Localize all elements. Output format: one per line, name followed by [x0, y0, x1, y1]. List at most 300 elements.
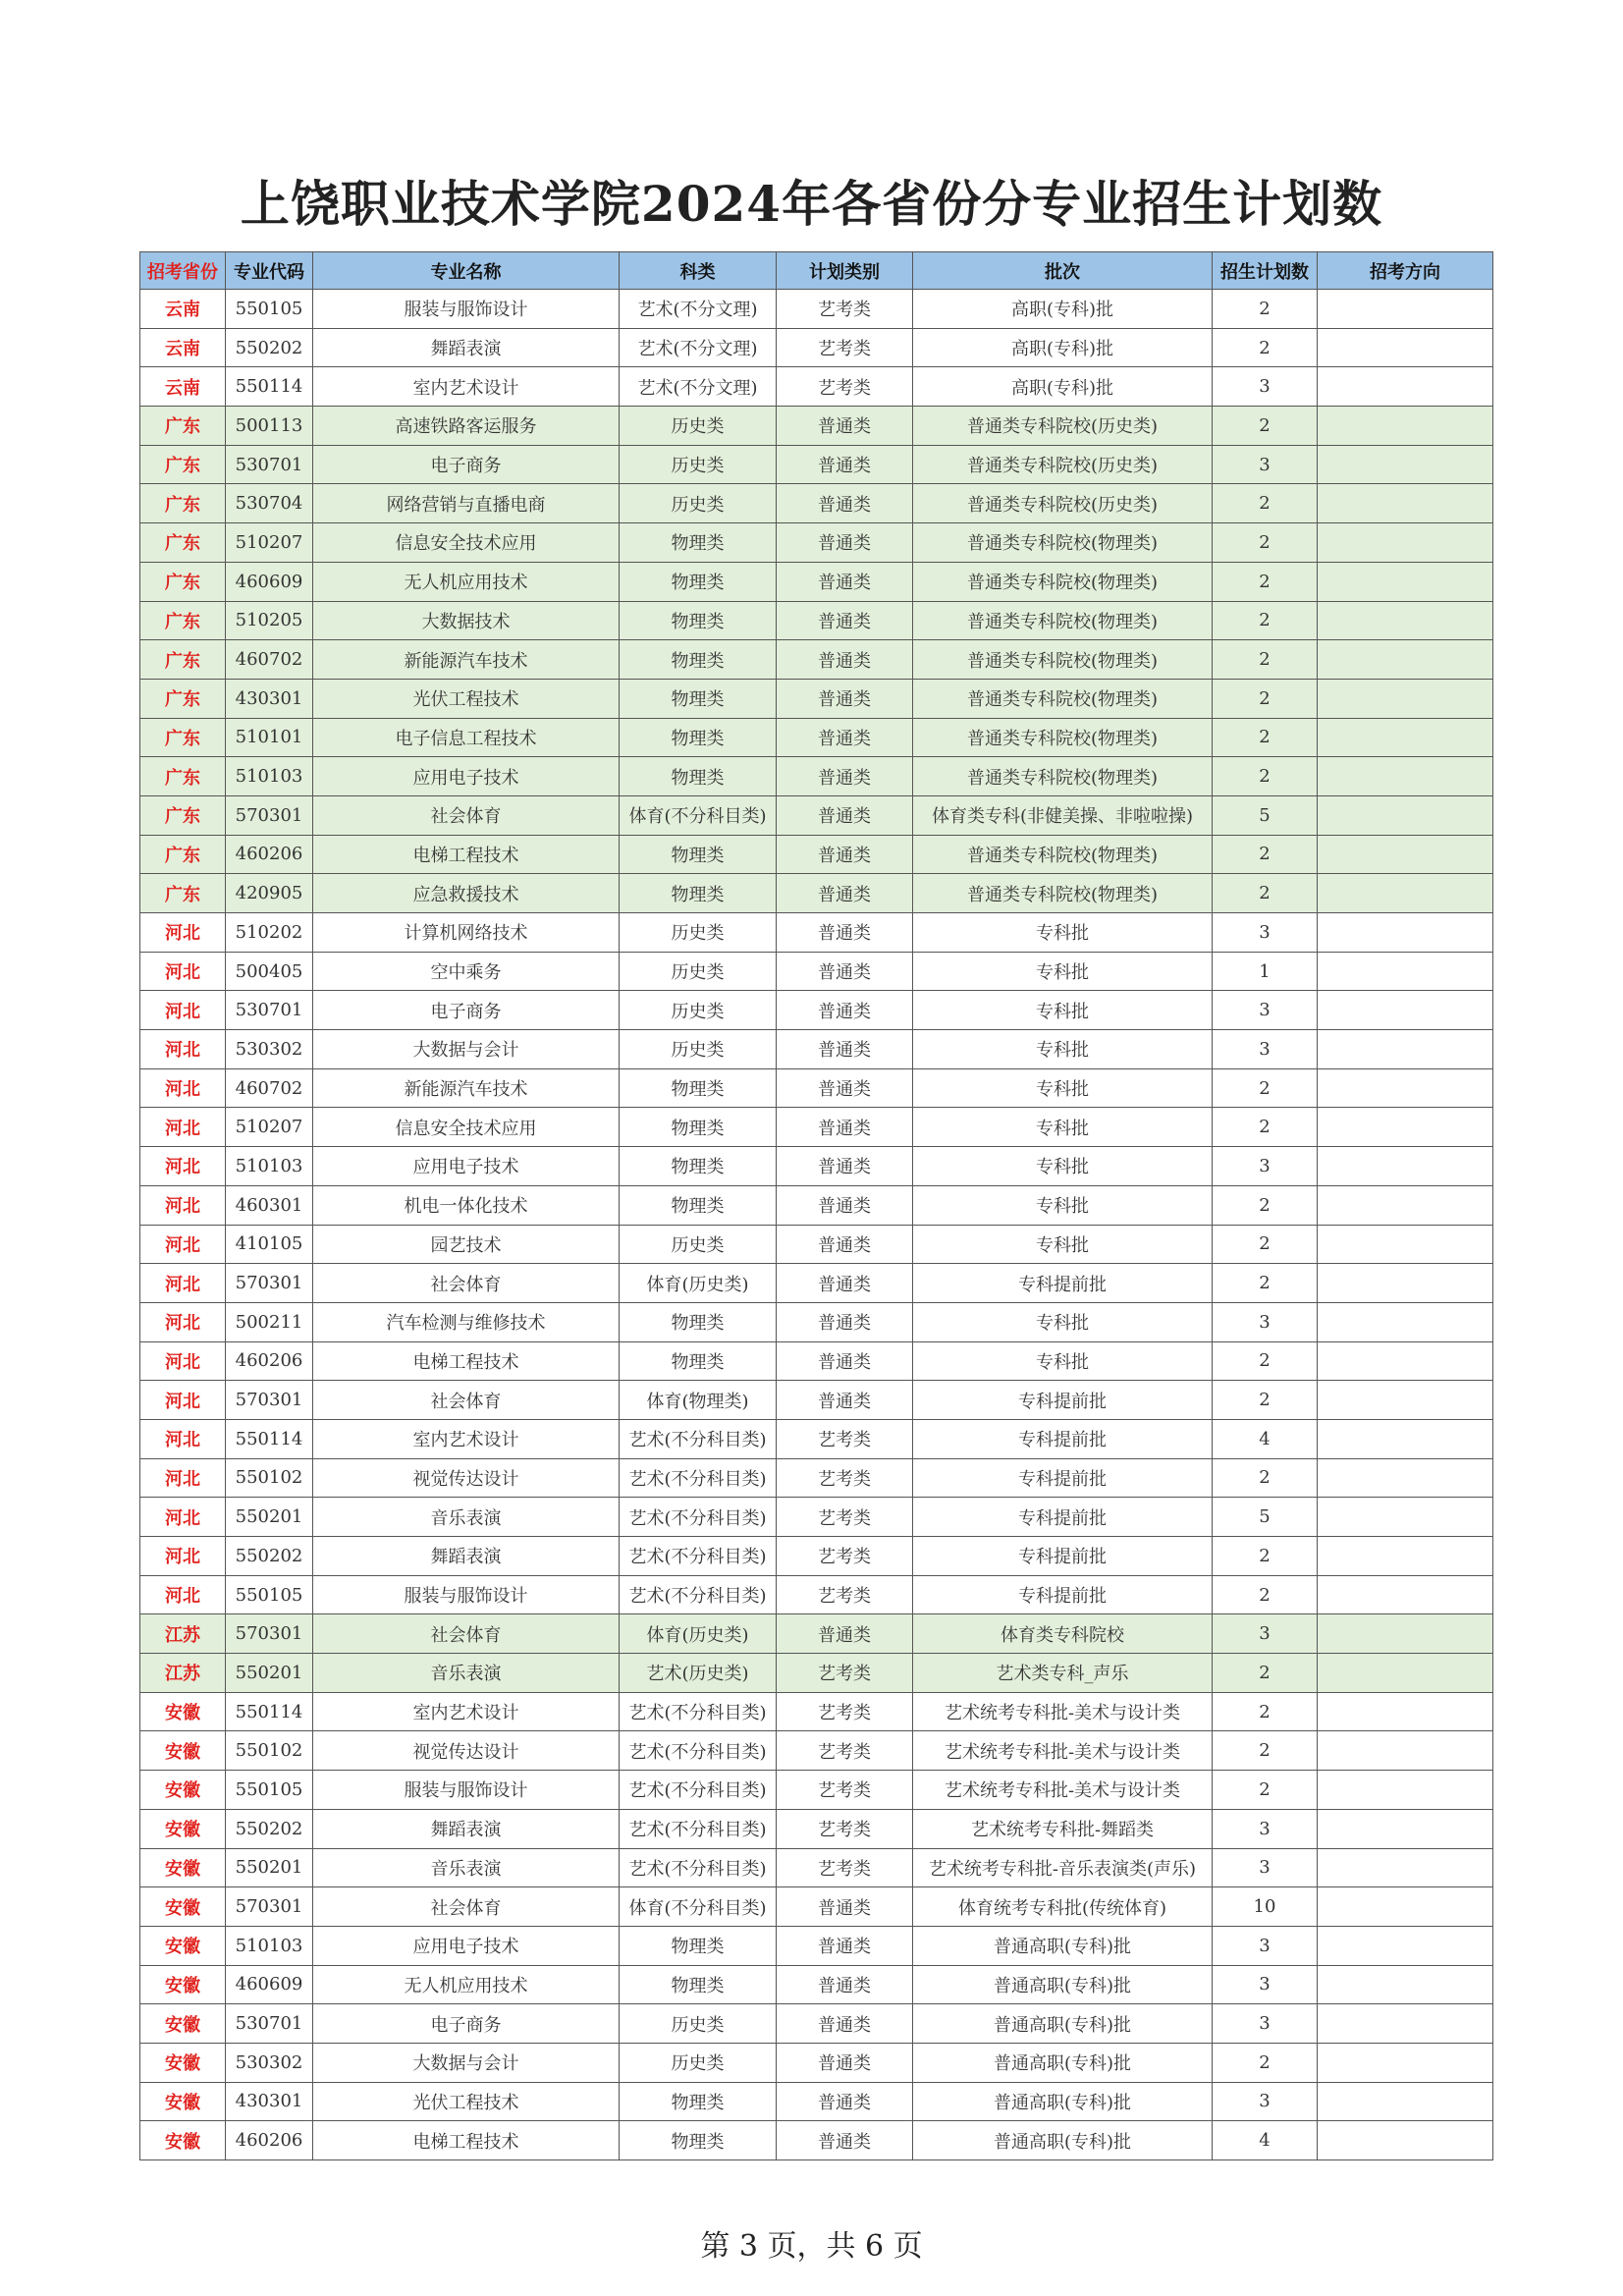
header-subject: 科类: [620, 252, 777, 290]
cell-code: 410105: [226, 1225, 313, 1264]
cell-direction: [1318, 1185, 1493, 1225]
cell-batch: 专科批: [913, 1030, 1213, 1069]
table-row: [140, 1381, 1493, 1420]
cell-major: 舞蹈表演: [313, 1809, 620, 1848]
cell-province: 安徽: [140, 2082, 226, 2121]
cell-subject: 物理类: [620, 562, 777, 601]
cell-count: 4: [1213, 1419, 1318, 1458]
cell-major: 音乐表演: [313, 1498, 620, 1537]
cell-major: 新能源汽车技术: [313, 640, 620, 680]
cell-province: 安徽: [140, 2043, 226, 2082]
cell-subject: 物理类: [620, 1068, 777, 1108]
cell-plan-type: 普通类: [777, 1030, 913, 1069]
cell-direction: [1318, 679, 1493, 718]
cell-plan-type: 普通类: [777, 1068, 913, 1108]
header-province: 招考省份: [140, 252, 226, 290]
cell-plan-type: 普通类: [777, 991, 913, 1030]
cell-major: 大数据技术: [313, 601, 620, 640]
cell-count: 5: [1213, 795, 1318, 835]
cell-direction: [1318, 1965, 1493, 2004]
cell-major: 服装与服饰设计: [313, 290, 620, 329]
header-direction: 招考方向: [1318, 252, 1493, 290]
cell-count: 3: [1213, 1965, 1318, 2004]
cell-province: 河北: [140, 1341, 226, 1381]
cell-province: 河北: [140, 1537, 226, 1576]
cell-major: 电梯工程技术: [313, 1341, 620, 1381]
cell-province: 安徽: [140, 1926, 226, 1965]
table-row: [140, 1068, 1493, 1108]
cell-count: 2: [1213, 1654, 1318, 1693]
table-row: [140, 1302, 1493, 1341]
cell-code: 430301: [226, 679, 313, 718]
cell-batch: 专科提前批: [913, 1264, 1213, 1303]
cell-direction: [1318, 1381, 1493, 1420]
table-row: [140, 718, 1493, 757]
cell-direction: [1318, 1458, 1493, 1498]
cell-batch: 体育统考专科批(传统体育): [913, 1887, 1213, 1927]
cell-batch: 艺术统考专科批-美术与设计类: [913, 1731, 1213, 1771]
table-row: [140, 290, 1493, 329]
cell-province: 河北: [140, 1225, 226, 1264]
cell-plan-type: 艺考类: [777, 1692, 913, 1731]
table-row: [140, 757, 1493, 796]
cell-code: 550202: [226, 328, 313, 367]
cell-code: 500211: [226, 1302, 313, 1341]
cell-code: 460301: [226, 1185, 313, 1225]
cell-batch: 专科批: [913, 1108, 1213, 1147]
cell-major: 汽车检测与维修技术: [313, 1302, 620, 1341]
cell-code: 510202: [226, 913, 313, 953]
cell-count: 2: [1213, 1458, 1318, 1498]
cell-plan-type: 普通类: [777, 484, 913, 523]
cell-major: 电子商务: [313, 991, 620, 1030]
cell-batch: 普通高职(专科)批: [913, 1965, 1213, 2004]
cell-plan-type: 普通类: [777, 523, 913, 563]
cell-major: 新能源汽车技术: [313, 1068, 620, 1108]
cell-subject: 体育(不分科目类): [620, 795, 777, 835]
cell-subject: 物理类: [620, 1926, 777, 1965]
cell-batch: 高职(专科)批: [913, 290, 1213, 329]
table-row: [140, 328, 1493, 367]
cell-plan-type: 普通类: [777, 1225, 913, 1264]
page-title: 上饶职业技术学院2024年各省份分专业招生计划数: [240, 175, 1383, 233]
cell-code: 570301: [226, 1264, 313, 1303]
cell-subject: 体育(历史类): [620, 1614, 777, 1654]
cell-plan-type: 普通类: [777, 1926, 913, 1965]
cell-major: 信息安全技术应用: [313, 523, 620, 563]
cell-plan-type: 普通类: [777, 913, 913, 953]
cell-code: 550105: [226, 290, 313, 329]
cell-major: 社会体育: [313, 1381, 620, 1420]
cell-plan-type: 普通类: [777, 2004, 913, 2044]
cell-subject: 物理类: [620, 1302, 777, 1341]
cell-code: 530701: [226, 2004, 313, 2044]
table-row: [140, 913, 1493, 953]
cell-batch: 普通高职(专科)批: [913, 2082, 1213, 2121]
cell-batch: 专科批: [913, 1185, 1213, 1225]
cell-province: 安徽: [140, 2004, 226, 2044]
cell-plan-type: 普通类: [777, 1381, 913, 1420]
cell-subject: 艺术(不分科目类): [620, 1419, 777, 1458]
cell-code: 550201: [226, 1654, 313, 1693]
cell-subject: 物理类: [620, 679, 777, 718]
cell-count: 2: [1213, 1264, 1318, 1303]
cell-code: 550114: [226, 367, 313, 407]
cell-plan-type: 艺考类: [777, 328, 913, 367]
cell-plan-type: 艺考类: [777, 1654, 913, 1693]
cell-batch: 艺术统考专科批-美术与设计类: [913, 1692, 1213, 1731]
cell-count: 2: [1213, 1068, 1318, 1108]
table-row: [140, 874, 1493, 913]
cell-count: 2: [1213, 1692, 1318, 1731]
cell-count: 2: [1213, 1341, 1318, 1381]
cell-plan-type: 艺考类: [777, 1419, 913, 1458]
cell-plan-type: 艺考类: [777, 1809, 913, 1848]
cell-major: 电子商务: [313, 445, 620, 484]
cell-major: 信息安全技术应用: [313, 1108, 620, 1147]
cell-batch: 普通类专科院校(历史类): [913, 484, 1213, 523]
table-row: [140, 1614, 1493, 1654]
table-row: [140, 445, 1493, 484]
cell-subject: 历史类: [620, 952, 777, 991]
cell-major: 音乐表演: [313, 1654, 620, 1693]
cell-plan-type: 普通类: [777, 640, 913, 680]
cell-major: 社会体育: [313, 795, 620, 835]
cell-major: 计算机网络技术: [313, 913, 620, 953]
cell-batch: 专科批: [913, 1068, 1213, 1108]
cell-subject: 艺术(不分文理): [620, 328, 777, 367]
cell-batch: 艺术类专科_声乐: [913, 1654, 1213, 1693]
cell-batch: 专科提前批: [913, 1381, 1213, 1420]
cell-province: 广东: [140, 640, 226, 680]
cell-direction: [1318, 601, 1493, 640]
cell-direction: [1318, 1068, 1493, 1108]
cell-count: 3: [1213, 1147, 1318, 1186]
cell-major: 园艺技术: [313, 1225, 620, 1264]
cell-batch: 专科提前批: [913, 1575, 1213, 1614]
cell-province: 广东: [140, 445, 226, 484]
cell-code: 510103: [226, 1926, 313, 1965]
cell-subject: 艺术(历史类): [620, 1654, 777, 1693]
cell-major: 应用电子技术: [313, 1147, 620, 1186]
cell-province: 河北: [140, 1458, 226, 1498]
cell-subject: 体育(历史类): [620, 1264, 777, 1303]
cell-province: 河北: [140, 1381, 226, 1420]
cell-subject: 物理类: [620, 601, 777, 640]
cell-count: 2: [1213, 1108, 1318, 1147]
cell-province: 河北: [140, 913, 226, 953]
cell-count: 3: [1213, 2004, 1318, 2044]
cell-subject: 物理类: [620, 2121, 777, 2160]
cell-direction: [1318, 367, 1493, 407]
cell-batch: 普通类专科院校(物理类): [913, 874, 1213, 913]
cell-major: 大数据与会计: [313, 1030, 620, 1069]
cell-subject: 历史类: [620, 1030, 777, 1069]
cell-plan-type: 艺考类: [777, 1575, 913, 1614]
cell-province: 广东: [140, 601, 226, 640]
header-major: 专业名称: [313, 252, 620, 290]
table-row: [140, 2121, 1493, 2160]
cell-code: 530302: [226, 1030, 313, 1069]
cell-count: 2: [1213, 407, 1318, 446]
cell-code: 510101: [226, 718, 313, 757]
cell-province: 安徽: [140, 1848, 226, 1887]
cell-province: 云南: [140, 367, 226, 407]
cell-direction: [1318, 484, 1493, 523]
cell-count: 3: [1213, 1302, 1318, 1341]
cell-subject: 物理类: [620, 1185, 777, 1225]
cell-count: 3: [1213, 1030, 1318, 1069]
cell-direction: [1318, 1147, 1493, 1186]
cell-plan-type: 普通类: [777, 2121, 913, 2160]
cell-subject: 历史类: [620, 913, 777, 953]
cell-batch: 专科提前批: [913, 1458, 1213, 1498]
cell-subject: 物理类: [620, 1965, 777, 2004]
cell-count: 2: [1213, 718, 1318, 757]
cell-batch: 普通类专科院校(历史类): [913, 407, 1213, 446]
cell-direction: [1318, 2082, 1493, 2121]
cell-count: 3: [1213, 913, 1318, 953]
cell-code: 460702: [226, 1068, 313, 1108]
cell-count: 2: [1213, 1731, 1318, 1771]
cell-plan-type: 普通类: [777, 874, 913, 913]
cell-subject: 历史类: [620, 991, 777, 1030]
cell-count: 2: [1213, 523, 1318, 563]
cell-plan-type: 艺考类: [777, 367, 913, 407]
cell-code: 500405: [226, 952, 313, 991]
table-row: [140, 1185, 1493, 1225]
table-row: [140, 1341, 1493, 1381]
header-code: 专业代码: [226, 252, 313, 290]
table-row: [140, 407, 1493, 446]
cell-major: 电子商务: [313, 2004, 620, 2044]
cell-major: 音乐表演: [313, 1848, 620, 1887]
cell-direction: [1318, 1848, 1493, 1887]
cell-direction: [1318, 1537, 1493, 1576]
cell-count: 2: [1213, 1537, 1318, 1576]
cell-batch: 普通类专科院校(物理类): [913, 601, 1213, 640]
table-row: [140, 795, 1493, 835]
cell-subject: 历史类: [620, 445, 777, 484]
cell-code: 530701: [226, 991, 313, 1030]
cell-plan-type: 艺考类: [777, 1458, 913, 1498]
cell-province: 安徽: [140, 1692, 226, 1731]
cell-plan-type: 普通类: [777, 835, 913, 874]
cell-subject: 物理类: [620, 640, 777, 680]
cell-direction: [1318, 913, 1493, 953]
cell-batch: 普通类专科院校(物理类): [913, 835, 1213, 874]
table-row: [140, 1030, 1493, 1069]
cell-major: 光伏工程技术: [313, 2082, 620, 2121]
cell-province: 广东: [140, 679, 226, 718]
cell-count: 2: [1213, 484, 1318, 523]
cell-direction: [1318, 757, 1493, 796]
cell-batch: 艺术统考专科批-舞蹈类: [913, 1809, 1213, 1848]
cell-code: 460206: [226, 835, 313, 874]
cell-batch: 专科提前批: [913, 1498, 1213, 1537]
cell-province: 河北: [140, 1108, 226, 1147]
cell-province: 广东: [140, 835, 226, 874]
cell-direction: [1318, 1419, 1493, 1458]
cell-province: 河北: [140, 1147, 226, 1186]
cell-subject: 历史类: [620, 484, 777, 523]
cell-code: 460206: [226, 1341, 313, 1381]
cell-plan-type: 普通类: [777, 445, 913, 484]
cell-province: 河北: [140, 952, 226, 991]
cell-subject: 艺术(不分科目类): [620, 1537, 777, 1576]
cell-major: 机电一体化技术: [313, 1185, 620, 1225]
cell-direction: [1318, 1692, 1493, 1731]
cell-direction: [1318, 2121, 1493, 2160]
cell-code: 550114: [226, 1419, 313, 1458]
table-row: [140, 991, 1493, 1030]
cell-count: 2: [1213, 2043, 1318, 2082]
cell-province: 广东: [140, 407, 226, 446]
cell-code: 570301: [226, 1887, 313, 1927]
cell-major: 服装与服饰设计: [313, 1771, 620, 1810]
cell-count: 3: [1213, 1614, 1318, 1654]
cell-major: 应用电子技术: [313, 757, 620, 796]
cell-direction: [1318, 523, 1493, 563]
cell-batch: 普通高职(专科)批: [913, 2121, 1213, 2160]
cell-major: 无人机应用技术: [313, 1965, 620, 2004]
cell-count: 2: [1213, 1381, 1318, 1420]
cell-subject: 体育(物理类): [620, 1381, 777, 1420]
cell-subject: 艺术(不分科目类): [620, 1692, 777, 1731]
table-row: [140, 1264, 1493, 1303]
cell-count: 3: [1213, 2082, 1318, 2121]
cell-count: 2: [1213, 874, 1318, 913]
table-row: [140, 1926, 1493, 1965]
table-row: [140, 1654, 1493, 1693]
table-body: [140, 290, 1493, 2160]
cell-direction: [1318, 640, 1493, 680]
cell-major: 应急救援技术: [313, 874, 620, 913]
cell-code: 550202: [226, 1537, 313, 1576]
cell-batch: 高职(专科)批: [913, 328, 1213, 367]
cell-count: 3: [1213, 991, 1318, 1030]
cell-plan-type: 普通类: [777, 1302, 913, 1341]
table-header-row: [140, 252, 1493, 290]
cell-count: 1: [1213, 952, 1318, 991]
cell-code: 550102: [226, 1458, 313, 1498]
cell-direction: [1318, 562, 1493, 601]
cell-direction: [1318, 1302, 1493, 1341]
cell-code: 550102: [226, 1731, 313, 1771]
cell-code: 550105: [226, 1771, 313, 1810]
cell-direction: [1318, 1498, 1493, 1537]
cell-plan-type: 普通类: [777, 601, 913, 640]
cell-count: 3: [1213, 1809, 1318, 1848]
cell-major: 服装与服饰设计: [313, 1575, 620, 1614]
cell-subject: 艺术(不分科目类): [620, 1848, 777, 1887]
cell-code: 570301: [226, 1381, 313, 1420]
cell-province: 河北: [140, 1498, 226, 1537]
cell-plan-type: 普通类: [777, 1965, 913, 2004]
cell-count: 4: [1213, 2121, 1318, 2160]
cell-count: 10: [1213, 1887, 1318, 1927]
table-row: [140, 1108, 1493, 1147]
cell-subject: 艺术(不分科目类): [620, 1809, 777, 1848]
cell-count: 2: [1213, 757, 1318, 796]
cell-count: 3: [1213, 445, 1318, 484]
cell-subject: 物理类: [620, 1108, 777, 1147]
cell-batch: 专科批: [913, 1147, 1213, 1186]
cell-province: 广东: [140, 757, 226, 796]
cell-count: 5: [1213, 1498, 1318, 1537]
cell-code: 570301: [226, 1614, 313, 1654]
cell-batch: 艺术统考专科批-音乐表演类(声乐): [913, 1848, 1213, 1887]
cell-batch: 体育类专科院校: [913, 1614, 1213, 1654]
cell-province: 江苏: [140, 1614, 226, 1654]
cell-subject: 艺术(不分科目类): [620, 1731, 777, 1771]
cell-major: 室内艺术设计: [313, 1419, 620, 1458]
cell-subject: 历史类: [620, 1225, 777, 1264]
cell-major: 电梯工程技术: [313, 835, 620, 874]
cell-direction: [1318, 835, 1493, 874]
cell-direction: [1318, 718, 1493, 757]
cell-major: 电梯工程技术: [313, 2121, 620, 2160]
cell-province: 安徽: [140, 1887, 226, 1927]
table-row: [140, 1887, 1493, 1927]
cell-province: 云南: [140, 290, 226, 329]
table-row: [140, 1692, 1493, 1731]
cell-major: 光伏工程技术: [313, 679, 620, 718]
cell-subject: 物理类: [620, 835, 777, 874]
cell-subject: 艺术(不分科目类): [620, 1498, 777, 1537]
cell-province: 广东: [140, 795, 226, 835]
header-plan-type: 计划类别: [777, 252, 913, 290]
cell-count: 2: [1213, 1225, 1318, 1264]
cell-batch: 普通类专科院校(物理类): [913, 757, 1213, 796]
cell-plan-type: 普通类: [777, 952, 913, 991]
cell-subject: 物理类: [620, 523, 777, 563]
table-row: [140, 484, 1493, 523]
cell-province: 河北: [140, 1302, 226, 1341]
cell-code: 460702: [226, 640, 313, 680]
cell-code: 550201: [226, 1848, 313, 1887]
cell-count: 2: [1213, 640, 1318, 680]
header-batch: 批次: [913, 252, 1213, 290]
cell-count: 2: [1213, 679, 1318, 718]
cell-direction: [1318, 328, 1493, 367]
cell-code: 550114: [226, 1692, 313, 1731]
cell-batch: 普通类专科院校(历史类): [913, 445, 1213, 484]
cell-code: 510207: [226, 1108, 313, 1147]
table-row: [140, 1965, 1493, 2004]
cell-province: 广东: [140, 484, 226, 523]
table-row: [140, 1419, 1493, 1458]
cell-count: 2: [1213, 835, 1318, 874]
cell-subject: 历史类: [620, 407, 777, 446]
cell-code: 510103: [226, 757, 313, 796]
cell-province: 广东: [140, 523, 226, 563]
cell-province: 广东: [140, 874, 226, 913]
cell-major: 大数据与会计: [313, 2043, 620, 2082]
cell-subject: 物理类: [620, 1147, 777, 1186]
cell-plan-type: 普通类: [777, 407, 913, 446]
table-row: [140, 367, 1493, 407]
cell-direction: [1318, 290, 1493, 329]
cell-batch: 普通类专科院校(物理类): [913, 640, 1213, 680]
cell-major: 社会体育: [313, 1887, 620, 1927]
cell-plan-type: 普通类: [777, 1185, 913, 1225]
cell-province: 河北: [140, 1575, 226, 1614]
cell-plan-type: 艺考类: [777, 1848, 913, 1887]
cell-province: 安徽: [140, 2121, 226, 2160]
cell-major: 应用电子技术: [313, 1926, 620, 1965]
table-row: [140, 679, 1493, 718]
